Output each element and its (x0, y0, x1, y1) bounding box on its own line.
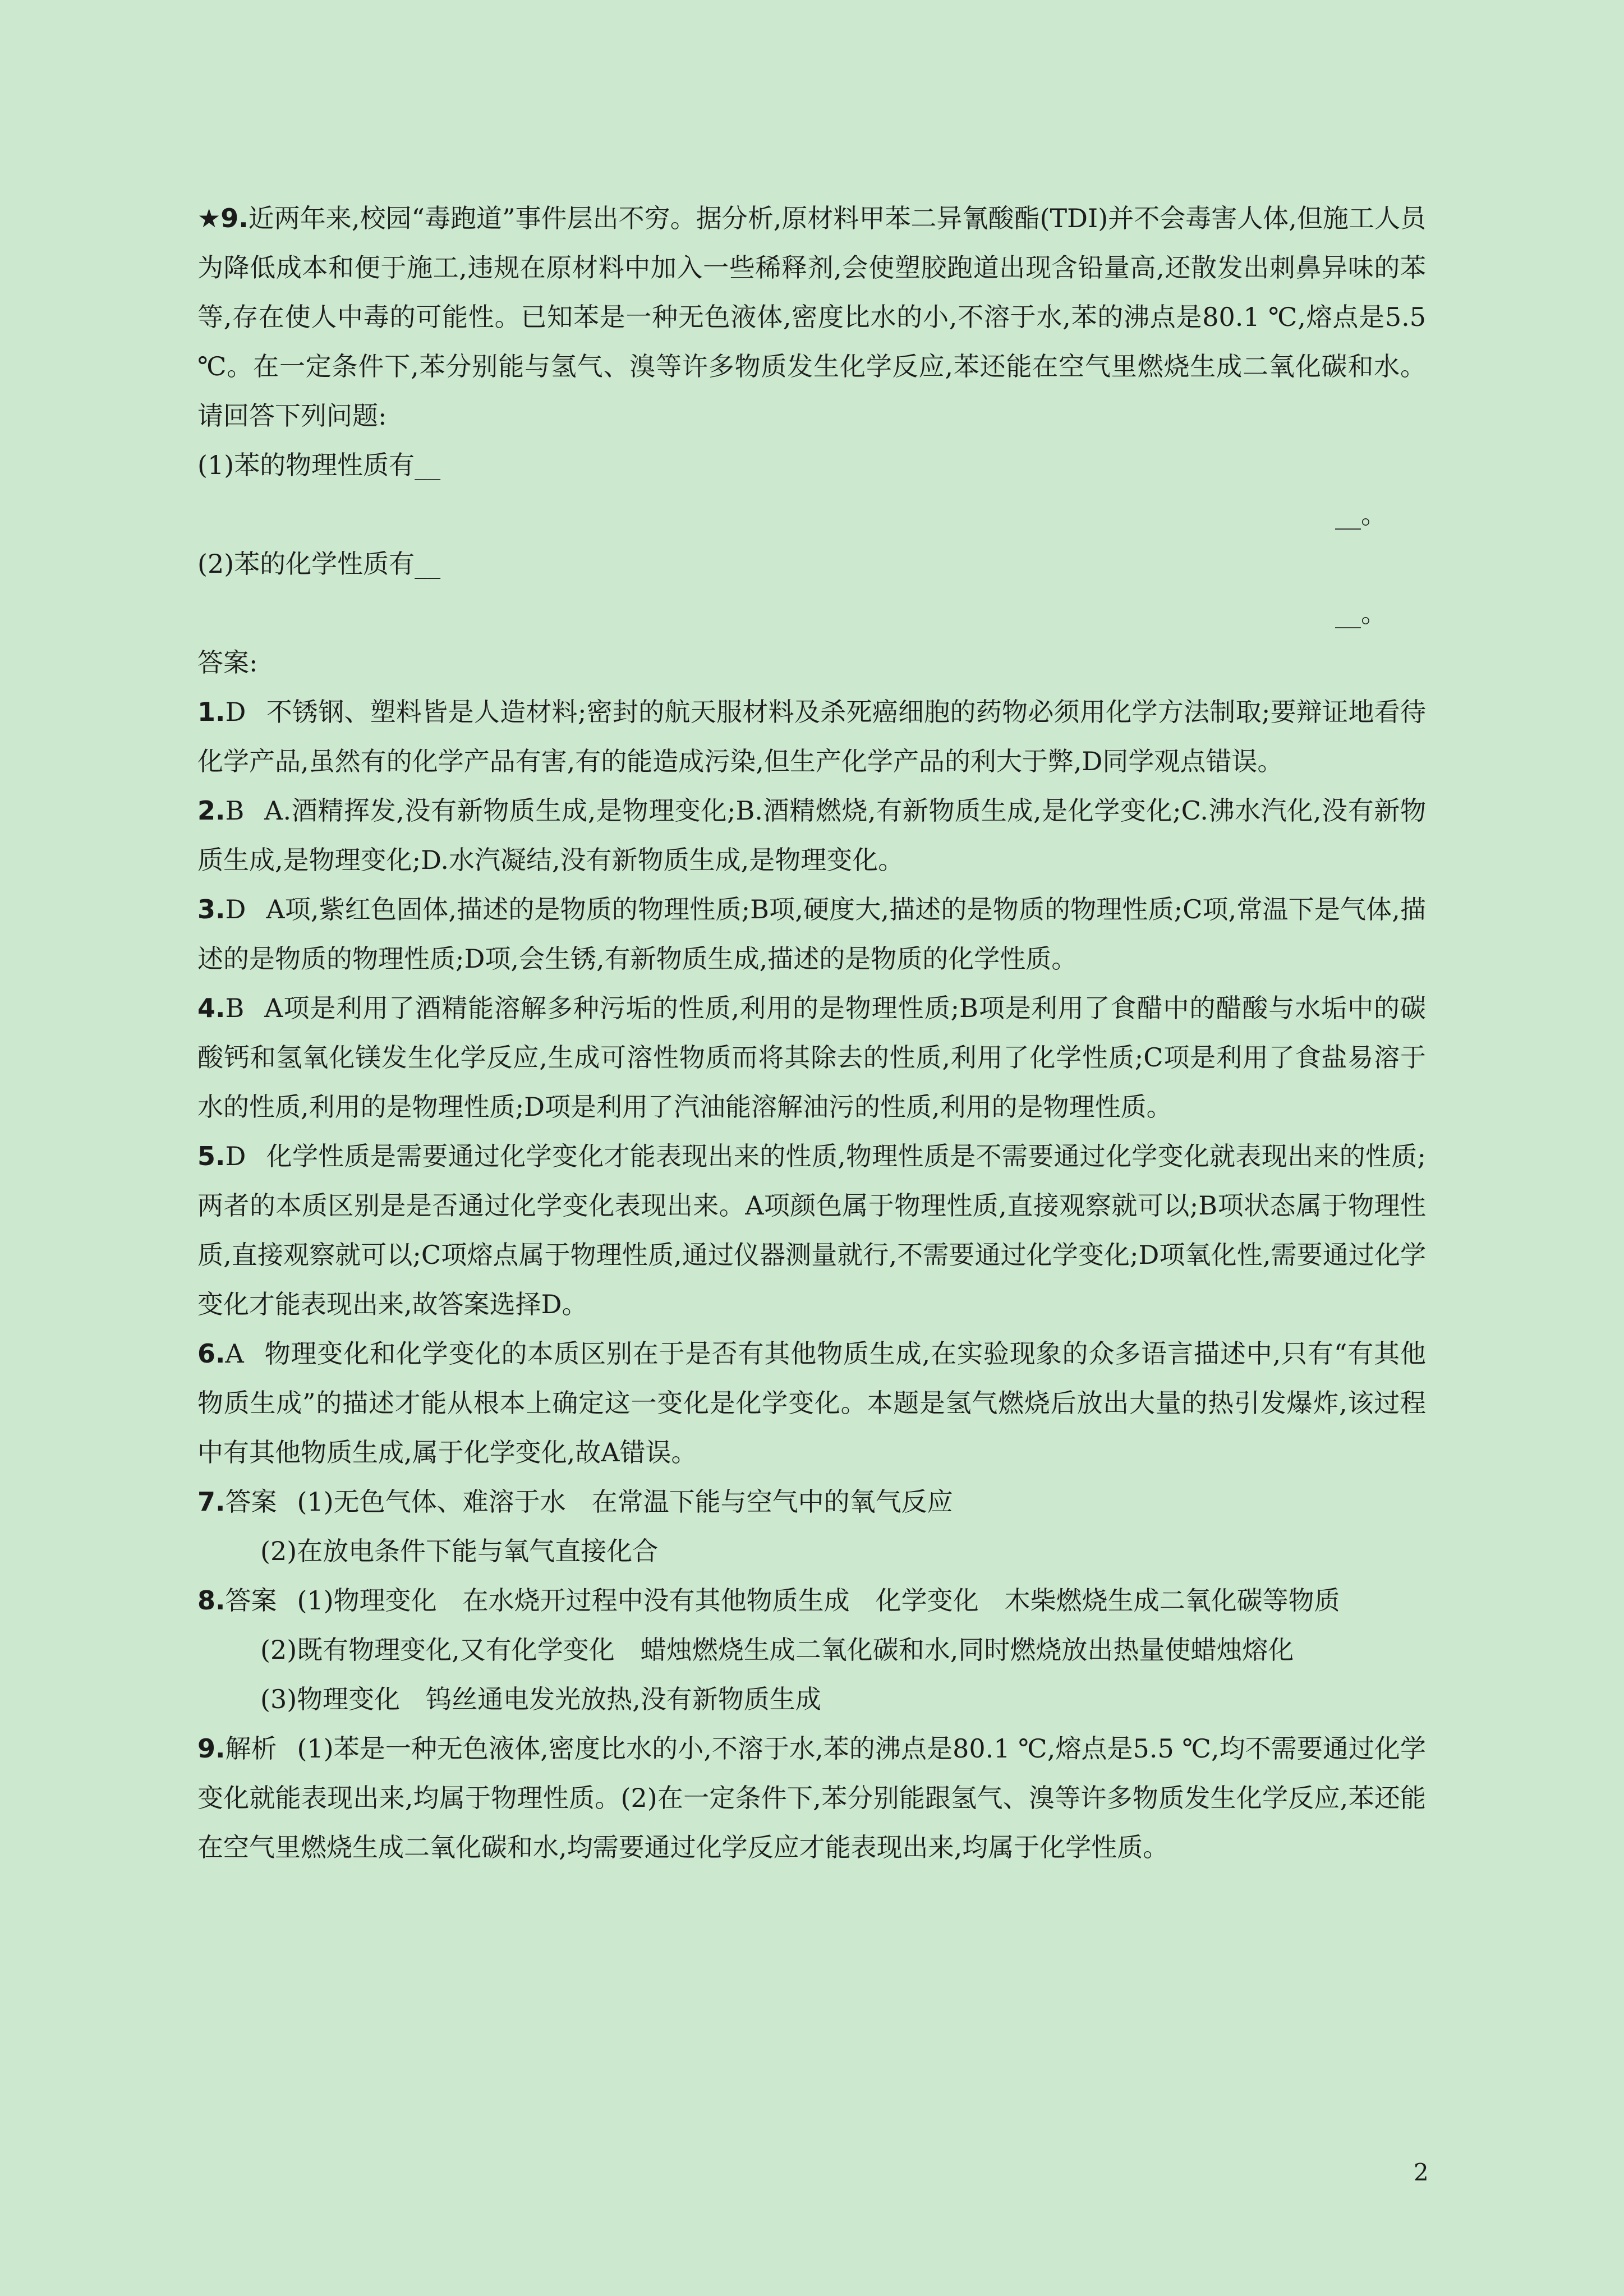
question-9 (197, 194, 1426, 440)
answer-key: B (225, 795, 245, 826)
answer-number: 4. (197, 993, 226, 1023)
question-9-sub1: (1)苯的物理性质有__ (197, 450, 441, 480)
answer-explanation: A项是利用了酒精能溶解多种污垢的性质,利用的是物理性质;B项是利用了食醋中的醋酸与水垢中的碳酸钙和氢氧化镁发生化学反应,生成可溶性物质而将其除去的性质,利用了化学性质;C项是利用了食盐易溶于水的性质,利用的是物理性质;D项是利用了汽油能溶解油污的性质,利用的是物理性质。 (197, 993, 1426, 1122)
answer-number: 5. (197, 1141, 226, 1171)
answer-9-explanation: (1)苯是一种无色液体,密度比水的小,不溶于水,苯的沸点是80.1 ℃,熔点是5.5 ℃,均不需要通过化学变化就能表现出来,均属于物理性质。(2)在一定条件下,苯分别能跟氢气、溴等许多物质发生化学反应,苯还能在空气里燃烧生成二氧化碳和水,均需要通过化学反应才能表现出来,均属于化学性质。 (197, 1733, 1426, 1862)
answer-8-line-2: (2)既有物理变化,又有化学变化 蜡烛燃烧生成二氧化碳和水,同时燃烧放出热量使蜡烛熔化 (260, 1635, 1294, 1665)
answers-title: 答案: (197, 647, 258, 678)
answer-explanation: 不锈钢、塑料皆是人造材料;密封的航天服材料及杀死癌细胞的药物必须用化学方法制取;要辩证地看待化学产品,虽然有的化学产品有害,有的能造成污染,但生产化学产品的利大于弊,D同学观点错误。 (197, 697, 1426, 776)
answer-7 (197, 1477, 1426, 1526)
answer-key: D (225, 697, 246, 727)
answer-number: 2. (197, 795, 226, 826)
answer-explanation: 化学性质是需要通过化学变化才能表现出来的性质,物理性质是不需要通过化学变化就表现出来的性质;两者的本质区别是是否通过化学变化表现出来。A项颜色属于物理性质,直接观察就可以;B项状态属于物理性质,直接观察就可以;C项熔点属于物理性质,通过仪器测量就行,不需要通过化学变化;D项氧化性,需要通过化学变化才能表现出来,故答案选择D。 (197, 1141, 1426, 1319)
answer-key: D (225, 1141, 246, 1171)
answer-1 (197, 687, 1426, 786)
answer-blank-2 (197, 588, 1426, 638)
answer-5 (197, 1131, 1426, 1329)
answer-7-line-1: (1)无色气体、难溶于水 在常温下能与空气中的氧气反应 (297, 1487, 953, 1517)
answer-8-line-3: (3)物理变化 钨丝通电发光放热,没有新物质生成 (260, 1684, 821, 1714)
answer-explanation: 物理变化和化学变化的本质区别在于是否有其他物质生成,在实验现象的众多语言描述中,只有“有其他物质生成”的描述才能从根本上确定这一变化是化学变化。本题是氢气燃烧后放出大量的热引发爆炸,该过程中有其他物质生成,属于化学变化,故A错误。 (197, 1338, 1426, 1467)
answer-blank-1 (197, 490, 1426, 539)
answer-number: 7. (197, 1487, 226, 1517)
answer-blank-1-end: __。 (1335, 499, 1387, 530)
answer-key: A (225, 1338, 244, 1369)
answer-2 (197, 786, 1426, 885)
answer-8 (197, 1576, 1426, 1625)
question-9-marker: ★9. (197, 203, 249, 233)
answer-6 (197, 1329, 1426, 1477)
page-number: 2 (1414, 2159, 1429, 2186)
question-9-sub2: (2)苯的化学性质有__ (197, 549, 441, 579)
answer-explanation: A.酒精挥发,没有新物质生成,是物理变化;B.酒精燃烧,有新物质生成,是化学变化;C.沸水汽化,没有新物质生成,是物理变化;D.水汽凝结,没有新物质生成,是物理变化。 (197, 795, 1426, 875)
answer-7-line-2: (2)在放电条件下能与氧气直接化合 (260, 1536, 659, 1566)
answer-label: 答案 (225, 1585, 277, 1616)
answer-blank-2-end: __。 (1335, 598, 1387, 628)
answer-8-line-1: (1)物理变化 在水烧开过程中没有其他物质生成 化学变化 木柴燃烧生成二氧化碳等物质 (297, 1585, 1340, 1616)
document-body (197, 194, 1426, 1872)
answer-explanation: A项,紫红色固体,描述的是物质的物理性质;B项,硬度大,描述的是物质的物理性质;C项,常温下是气体,描述的是物质的物理性质;D项,会生锈,有新物质生成,描述的是物质的化学性质。 (197, 894, 1426, 974)
answer-number: 8. (197, 1585, 226, 1616)
answer-label: 答案 (225, 1487, 277, 1517)
answer-label: 解析 (225, 1733, 277, 1764)
answer-number: 1. (197, 697, 226, 727)
question-9-text: 近两年来,校园“毒跑道”事件层出不穷。据分析,原材料甲苯二异氰酸酯(TDI)并不会毒害人体,但施工人员为降低成本和便于施工,违规在原材料中加入一些稀释剂,会使塑胶跑道出现含铅量高,还散发出刺鼻异味的苯等,存在使人中毒的可能性。已知苯是一种无色液体,密度比水的小,不溶于水,苯的沸点是80.1 ℃,熔点是5.5 ℃。在一定条件下,苯分别能与氢气、溴等许多物质发生化学反应,苯还能在空气里燃烧生成二氧化碳和水。请回答下列问题: (197, 203, 1426, 431)
answer-number: 9. (197, 1733, 226, 1764)
answer-3 (197, 885, 1426, 983)
answer-key: D (225, 894, 246, 924)
answer-number: 3. (197, 894, 226, 924)
answer-key: B (225, 993, 245, 1023)
answer-4 (197, 983, 1426, 1131)
answer-9 (197, 1724, 1426, 1872)
answer-number: 6. (197, 1338, 226, 1369)
